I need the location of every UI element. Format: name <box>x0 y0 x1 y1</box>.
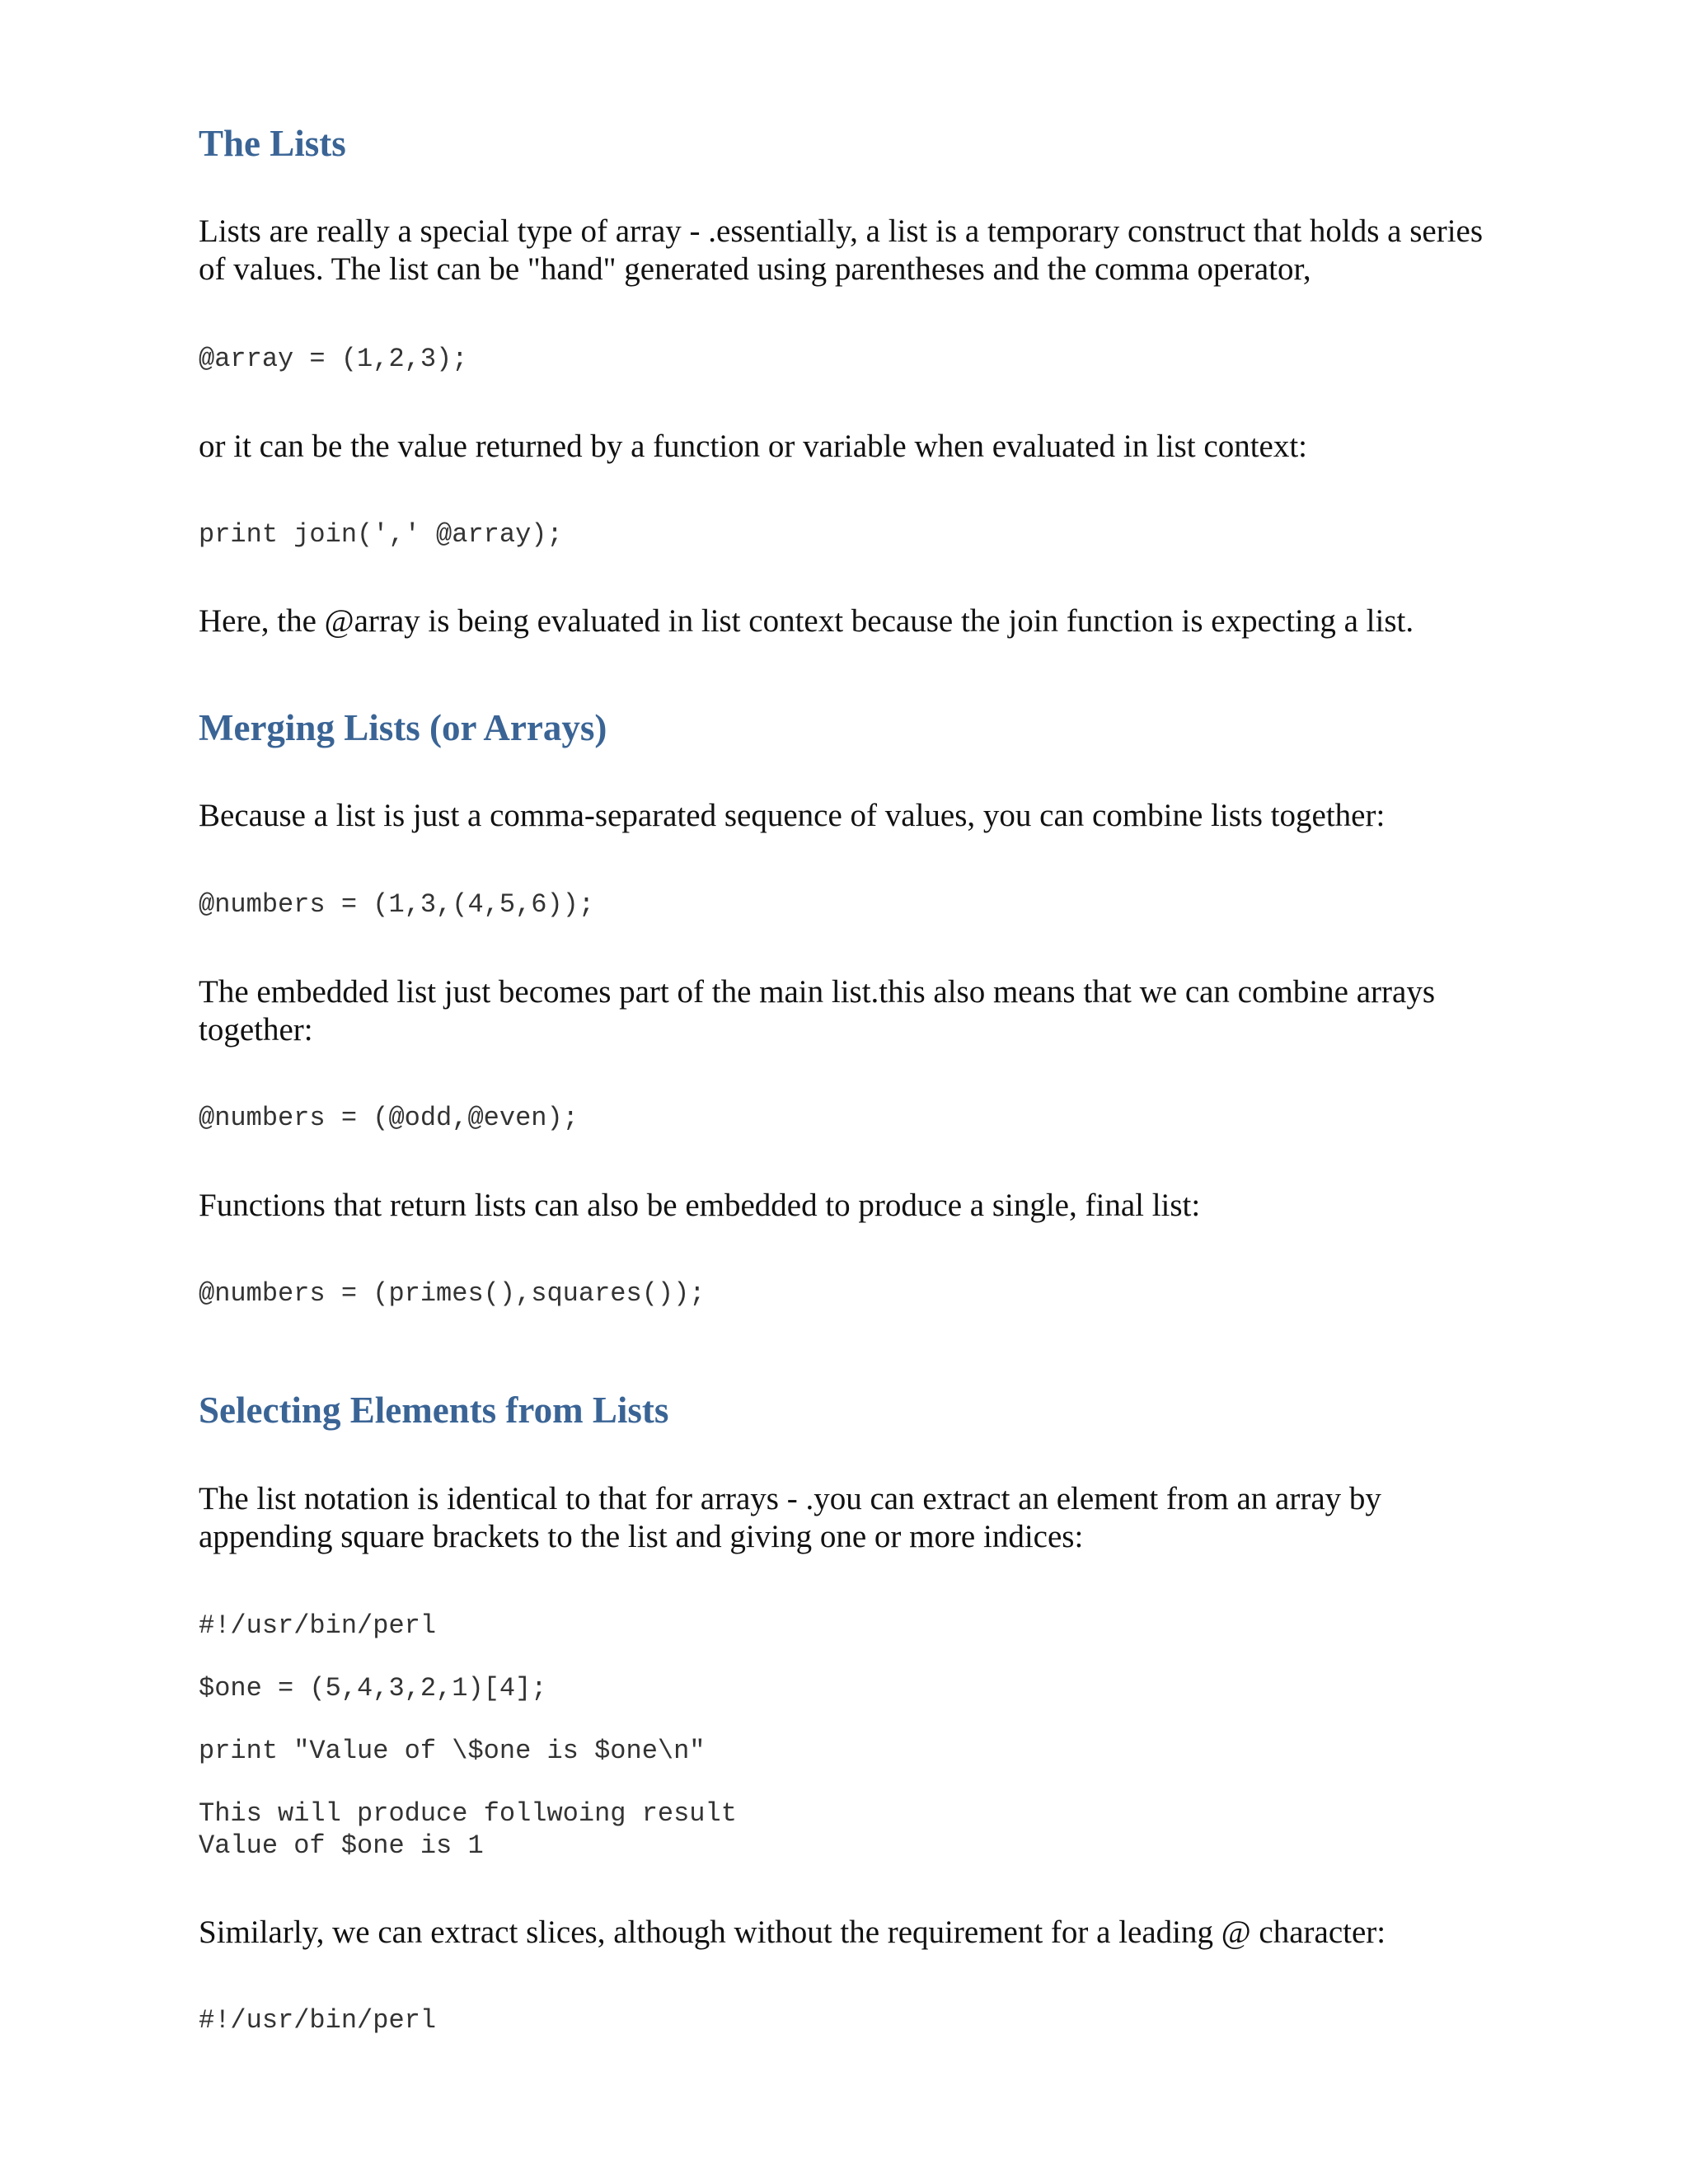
paragraph: Lists are really a special type of array - .essentially, a list is a temporary construct that holds a series of values. The list can be "hand" generated using parentheses and the comma operator, <box>199 213 1484 287</box>
code-line: #!/usr/bin/perl <box>199 2005 437 2036</box>
code-line: @array = (1,2,3); <box>199 344 468 374</box>
code-line: @numbers = (primes(),squares()); <box>199 1278 706 1309</box>
section-heading-the-lists: The Lists <box>199 123 346 164</box>
code-line: @numbers = (1,3,(4,5,6)); <box>199 889 595 920</box>
paragraph: Functions that return lists can also be embedded to produce a single, final list: <box>199 1188 1201 1223</box>
paragraph: or it can be the value returned by a function or variable when evaluated in list context: <box>199 429 1308 464</box>
section-heading-selecting-elements: Selecting Elements from Lists <box>199 1390 669 1431</box>
paragraph: The embedded list just becomes part of the main list.this also means that we can combine arrays together: <box>199 974 1435 1047</box>
section-heading-merging-lists: Merging Lists (or Arrays) <box>199 707 607 748</box>
code-line: print join(',' @array); <box>199 519 563 550</box>
paragraph: The list notation is identical to that for arrays - .you can extract an element from an array by appending square brackets to the list and giving one or more indices: <box>199 1481 1381 1554</box>
paragraph: Similarly, we can extract slices, although without the requirement for a leading @ character: <box>199 1915 1386 1950</box>
paragraph: Because a list is just a comma-separated sequence of values, you can combine lists together: <box>199 798 1386 833</box>
code-line: print "Value of \$one is $one\n" <box>199 1736 706 1766</box>
code-line: @numbers = (@odd,@even); <box>199 1103 579 1133</box>
paragraph: Here, the @array is being evaluated in list context because the join function is expecting a list. <box>199 603 1414 639</box>
code-line: $one = (5,4,3,2,1)[4]; <box>199 1673 547 1704</box>
code-block-output: This will produce follwoing result Value of $one is 1 <box>199 1798 737 1861</box>
code-line: #!/usr/bin/perl <box>199 1610 437 1641</box>
